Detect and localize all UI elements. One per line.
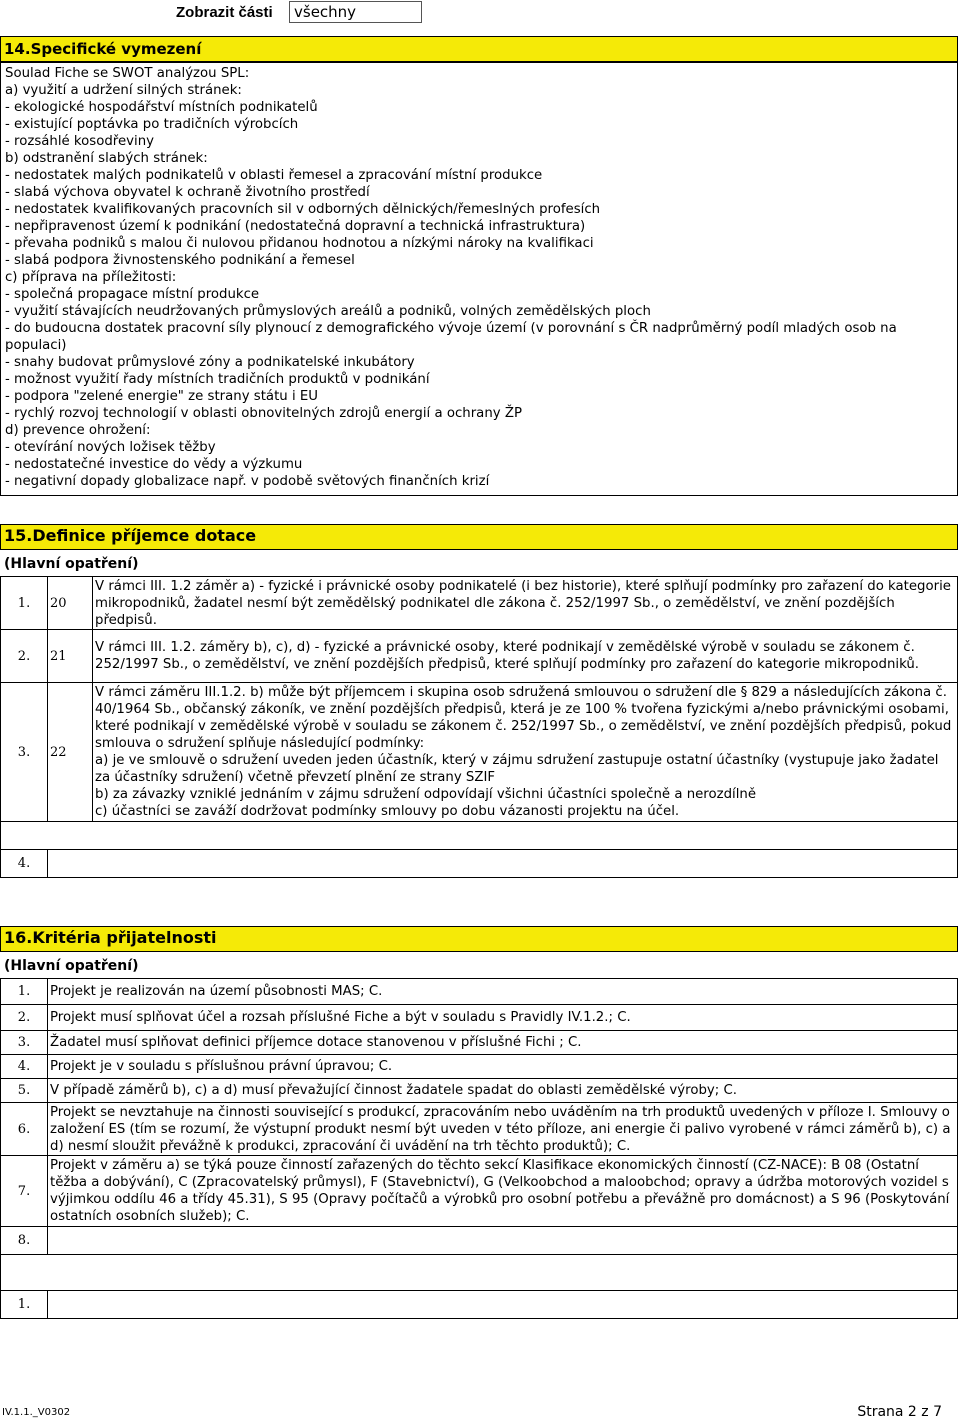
table-row	[1, 979, 958, 1005]
swot-line: - společná propagace místní produkce	[5, 287, 260, 302]
row-text: Projekt musí splňovat účel a rozsah příslušné Fiche a být v souladu s Pravidly IV.1.2.; C.	[48, 1005, 958, 1031]
row-number: 1.	[1, 979, 48, 1005]
row-code: 21	[48, 630, 93, 683]
swot-line: - rozsáhlé kosodřeviny	[5, 134, 154, 149]
swot-line: - otevírání nových ložisek těžby	[5, 440, 216, 455]
swot-line: - nepřipravenost území k podnikání (nedostatečná dopravní a technická infrastruktura)	[5, 219, 586, 234]
row-number: 7.	[1, 1156, 48, 1227]
section-14-heading: 14.Specifické vymezení	[0, 36, 958, 62]
table-row	[1, 1005, 958, 1031]
page-number: Strana 2 z 7	[857, 1404, 942, 1420]
swot-line: b) odstranění slabých stránek:	[5, 151, 208, 166]
row-number: 2.	[1, 1005, 48, 1031]
swot-line: d) prevence ohrožení:	[5, 423, 151, 438]
row-number: 1.	[1, 1291, 48, 1319]
section-16-subtitle: (Hlavní opatření)	[4, 958, 139, 974]
row-text: V případě záměrů b), c) a d) musí převažující činnost žadatele spadat do oblasti zemědělské výroby; C.	[48, 1079, 958, 1103]
row-number: 8.	[1, 1227, 48, 1255]
row-number: 4.	[1, 1055, 48, 1079]
row-code: 20	[48, 577, 93, 630]
table-row	[1, 630, 958, 683]
criteria-table	[0, 978, 958, 1319]
recipient-table	[0, 576, 958, 878]
row-number: 2.	[1, 630, 48, 683]
row-text: Projekt je realizován na území působnosti MAS; C.	[48, 979, 958, 1005]
row-text: V rámci III. 1.2. záměry b), c), d) - fyzické a právnické osoby, které podnikají v zemědělské výrobě v souladu se zákonem č. 252/1997 Sb., o zemědělství, ve znění pozdějších předpisů, které splňují podmínky pro zařazení do kategorie mikropodniků.	[93, 630, 958, 683]
swot-line: - slabá výchova obyvatel k ochraně životního prostředí	[5, 185, 370, 200]
table-row	[1, 1079, 958, 1103]
swot-line: Soulad Fiche se SWOT analýzou SPL:	[5, 66, 250, 81]
row-number: 4.	[1, 850, 48, 878]
swot-line: - snahy budovat průmyslové zóny a podnikatelské inkubátory	[5, 355, 415, 370]
row-text: Projekt se nevztahuje na činnosti související s produkcí, zpracováním nebo uváděním na trh produktů uvedených v příloze I. Smlouvy o založení ES (tím se rozumí, že výstupní produkt nesmí být uveden v této příloze, ani energie či palivo vyrobené v rámci záměrů b), c) a d) nesmí sloužit převážně k produkci, zpracování či uvádění na trh těchto produktů); C.	[48, 1103, 958, 1156]
filter-label: Zobrazit části	[176, 4, 273, 21]
row-text: Projekt v záměru a) se týká pouze činností zařazených do těchto sekcí Klasifikace ekonomických činností (CZ-NACE): B 08 (Ostatní těžba a dobývání), C (Zpracovatelský průmysl), F (Stavebnictví), G (Velkoobchod a maloobchod; opravy a údržba motorových vozidel s výjimkou oddílu 46 a třídy 45.31), S 95 (Opravy počítačů a výrobků pro osobní potřebu a převážně pro domácnost) a S 96 (Poskytování ostatních osobních služeb); C.	[48, 1156, 958, 1227]
row-text: V rámci záměru III.1.2. b) může být příjemcem i skupina osob sdružená smlouvou o sdružení dle § 829 a následujících zákona č. 40/1964 Sb., občanský zákoník, ve znění pozdějších předpisů, která je ze 100 % tvořena fyzickými a/nebo právnickými osobami, které podnikají v zemědělské výrobě v souladu se zákonem č. 252/1997 Sb., o zemědělství, ve znění pozdějších předpisů, pokud smlouva o sdružení splňuje následující podmínky: a) je ve smlouvě o sdružení uveden jeden účastník, který v zájmu sdružení zastupuje ostatní účastníky (vystupuje jako žadatel za účastníky sdružení) včetně převzetí plnění ze strany SZIF b) za závazky vzniklé jednáním v zájmu sdružení odpovídají všichni účastníci společně a nerozdílně c) účastníci se zaváží dodržovat podmínky smlouvy po dobu vázanosti projektu na účel.	[93, 683, 958, 822]
swot-line: - nedostatek kvalifikovaných pracovních sil v odborných dělnických/řemeslných profesích	[5, 202, 601, 217]
swot-line: c) příprava na příležitosti:	[5, 270, 177, 285]
swot-line: - podpora "zelené energie" ze strany státu i EU	[5, 389, 319, 404]
swot-line: - rychlý rozvoj technologií v oblasti obnovitelných zdrojů energií a ochrany ŽP	[5, 406, 522, 421]
swot-line: - existující poptávka po tradičních výrobcích	[5, 117, 299, 132]
table-row	[1, 1255, 958, 1291]
table-row	[1, 683, 958, 822]
row-text: Žadatel musí splňovat definici příjemce dotace stanovenou v příslušné Fichi ; C.	[48, 1031, 958, 1055]
swot-line: - využití stávajících neudržovaných průmyslových areálů a podniků, volných zemědělských ploch	[5, 304, 651, 319]
swot-line: - ekologické hospodářství místních podnikatelů	[5, 100, 318, 115]
section-15-heading: 15.Definice příjemce dotace	[0, 524, 958, 550]
table-row	[1, 1103, 958, 1156]
table-row	[1, 577, 958, 630]
swot-line: - do budoucna dostatek pracovní síly plynoucí z demografického vývoje území (v porovnání s ČR nadprůměrný podíl mladých osob na populaci)	[5, 321, 897, 353]
table-row	[1, 1031, 958, 1055]
table-row	[1, 1227, 958, 1255]
swot-line: - možnost využití řady místních tradičních produktů v podnikání	[5, 372, 430, 387]
row-text: Projekt je v souladu s příslušnou právní úpravou; C.	[48, 1055, 958, 1079]
swot-line: - negativní dopady globalizace např. v podobě světových finančních krizí	[5, 474, 490, 489]
table-row	[1, 1055, 958, 1079]
row-number: 1.	[1, 577, 48, 630]
swot-line: - převaha podniků s malou či nulovou přidanou hodnotou a nízkými nároky na kvalifikaci	[5, 236, 594, 251]
empty-cell	[1, 822, 958, 850]
row-text	[48, 850, 958, 878]
row-number: 6.	[1, 1103, 48, 1156]
swot-line: - slabá podpora živnostenského podnikání a řemesel	[5, 253, 355, 268]
row-text	[48, 1291, 958, 1319]
table-row	[1, 850, 958, 878]
section-16-heading: 16.Kritéria přijatelnosti	[0, 926, 958, 952]
swot-text-block	[0, 62, 958, 496]
table-row	[1, 822, 958, 850]
section-filter-select[interactable]: všechny	[289, 1, 422, 23]
swot-line: - nedostatek malých podnikatelů v oblasti řemesel a zpracování místní produkce	[5, 168, 543, 183]
row-text: V rámci III. 1.2 záměr a) - fyzické i právnické osoby podnikatelé (i bez historie), které splňují podmínky pro zařazení do kategorie mikropodniků, žadatel nesmí být zemědělský podnikatel dle zákona č. 252/1997 Sb., o zemědělství, ve znění pozdějších předpisů.	[93, 577, 958, 630]
footer-code: IV.1.1._V0302	[2, 1407, 71, 1418]
empty-cell	[1, 1255, 958, 1291]
swot-line: - nedostatečné investice do vědy a výzkumu	[5, 457, 303, 472]
row-code: 22	[48, 683, 93, 822]
row-number: 5.	[1, 1079, 48, 1103]
row-text	[48, 1227, 958, 1255]
section-15-subtitle: (Hlavní opatření)	[4, 556, 139, 572]
row-number: 3.	[1, 1031, 48, 1055]
swot-line: a) využití a udržení silných stránek:	[5, 83, 242, 98]
row-number: 3.	[1, 683, 48, 822]
table-row	[1, 1291, 958, 1319]
table-row	[1, 1156, 958, 1227]
